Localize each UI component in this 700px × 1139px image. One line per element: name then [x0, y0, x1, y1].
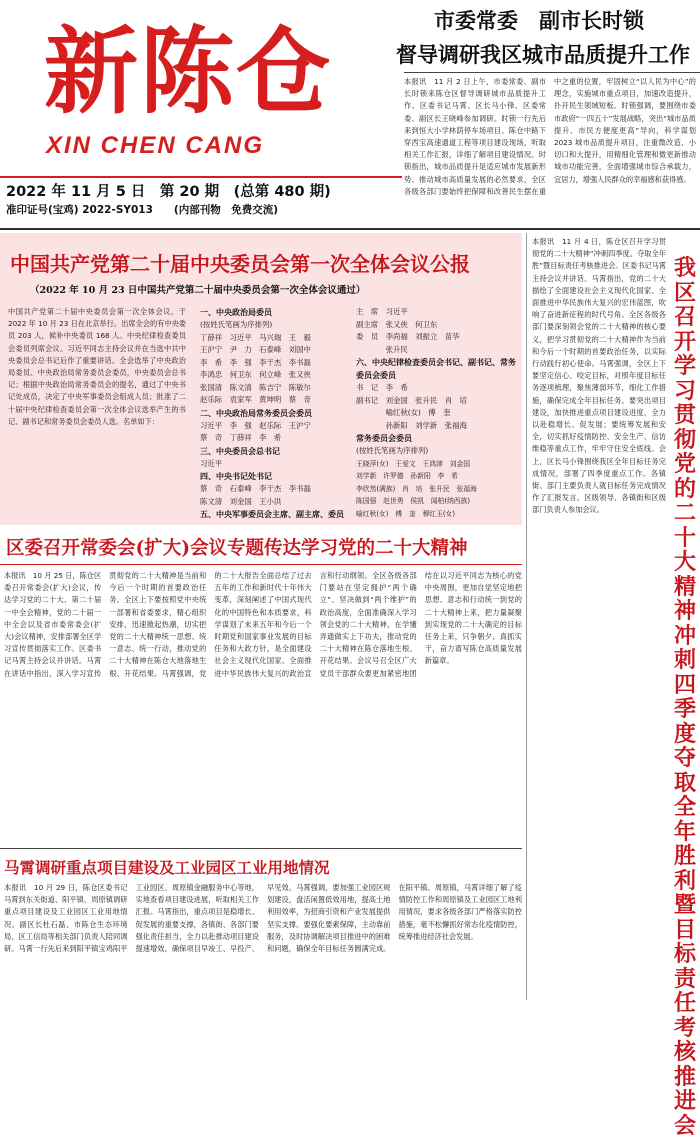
vertical-headline: 我区召开学习贯彻党的二十大精神冲刺四季度夺取全年胜利暨目标责任考核推进会: [673, 255, 696, 1139]
communique-column-right: [356, 306, 522, 520]
permit-line: 准印证号(宝鸡) 2022-SY013 (内部刊物 免费交流): [6, 204, 279, 216]
standing-committee-title: 二、中央政治局常务委员会委员: [200, 408, 312, 418]
standing-story-rule: [0, 564, 522, 565]
secretariat-names: 蔡 奇 石泰峰 李干杰 李书磊 陈文清 刘金国 王小洪: [200, 484, 311, 506]
section-divider: [0, 228, 700, 230]
right-story-body: 本报讯 11 月 4 日，陈仓区召开学习贯彻党的二十大精神“冲刺四季度、夺取全年胜”暨目标责任考核推进会。区委书记马霄主持会议并讲话。马霄指出，党的二十大描绘了全面建设社会主义现代化国家、全面推进中华民族伟大复兴的宏伟蓝图，吹响了奋进新征程的时代号角。全区各级各部门要深刻领会党的二十大精神的核心要义，把学习贯彻党的二十大精神作为当前和今后一个时期的首要政治任务，以实际行动践行初心使命。马霄强调，全区上下要坚定信心、咬定目标，对照年度目标任务逐项梳理，聚焦薄弱环节，细化工作措施，确保完成全年目标任务。要突出项目建设，加快推进重点项目建设进度，全力以赴稳增长、促发展；要统筹发展和安全，切实抓好疫情防控、安全生产、信访维稳等重点工作，牢牢守住安全底线。会上，区长马小锋围绕我区全年目标任务完成情况，部署了四季度重点工作。各镇街、部门主要负责人就目标任务完成情况作了汇报发言。区级领导、各镇街和区级部门负责人参加会议。: [532, 237, 666, 515]
communique-title: 中国共产党第二十届中央委员会第一次全体会议公报: [10, 252, 470, 276]
discipline-standing-names: 王晓萍(女) 王爱文 王鸿津 刘金国 刘学新 许罗德 孙新阳 李 希 李欣然(满族) 肖 培 张升民 张福海 陈国强 赵世勇 侯凯 闻柏(纳西族) 喻红秋(女) 傅 奎 穆红玉(女): [356, 459, 477, 518]
standing-committee-names: 习近平 李 强 赵乐际 王沪宁 蔡 奇 丁薛祥 李 希: [200, 420, 311, 442]
discipline-standing-note: (按姓氏笔画为序排列): [356, 446, 429, 455]
investigation-body: 本报讯 10 月 29 日，陈仓区委书记马霄到东关街道、阳平镇、周原镇调研重点项目建设及工业园区工业用地情况。副区长杜石磊、市陈仓生态环境局、区工信局等相关部门负责人陪同调研。马霄一行先后来到阳平镇宝鸡阳平工业园区、周原镇金融服务中心等地，实地查看项目建设进展，听取相关工作汇报。马霄指出，重点项目是稳增长、促发展的重要支撑，各镇街、各部门要强化责任担当，全力以赴推动项目建设提速增效，确保项目早竣工、早投产、早见效。马霄强调，要加强工业园区规划建设，盘活闲置低效用地，提高土地利用效率，为招商引资和产业发展提供坚实支撑。要强化要素保障，主动靠前服务，及时协调解决项目推进中的困难和问题，确保全年目标任务圆满完成。在阳平镇、周原镇，马霄详细了解了疫情防控工作和周原镇及工业园区工地利用情况，要求各级各部门严格落实防控措施，毫不松懈抓好常态化疫情防控，统筹推进经济社会发展。: [4, 883, 522, 954]
communique-intro: 中国共产党第二十届中央委员会第一次全体会议，于 2022 年 10 月 23 日在北京举行。出席全会的有中央委员 203 人，候补中央委员 168 人。中央纪律检查委员会委员列席会议。习近平同志主持会议并在当选中共中央委员会总书记后作了重要讲话。全会选举了中央政治局委员、中央政治局常务委员会委员，中央委员会总书记；根据中央政治局常务委员会的提名，通过了中央书记处成员，决定了中央军事委员会组成人员；批准了二十届中央纪律检查委员会第一次全体会议选举产生的书记、副书记和常务委员会委员人选。名单如下：: [8, 307, 186, 426]
general-secretary-title: 三、中央委员会总书记: [200, 446, 280, 456]
discipline-names: 书 记 李 希 副书记 刘金国 张升民 肖 培 喻红秋(女) 傅 奎 孙新阳 刘学新 张福海: [356, 383, 467, 430]
general-secretary-names: 习近平: [200, 458, 223, 468]
masthead-rule: [0, 176, 402, 178]
issue-line: 2022 年 11 月 5 日 第 20 期 (总第 480 期): [6, 184, 331, 200]
politburo-title: 一、中央政治局委员: [200, 308, 272, 317]
communique-subtitle: （2022 年 10 月 23 日中国共产党第二十届中央委员会第一次全体会议通过）: [30, 285, 366, 296]
secretariat-title: 四、中央书记处书记: [200, 472, 272, 481]
investigation-headline: 马霄调研重点项目建设及工业园区工业用地情况: [4, 858, 330, 877]
discipline-title: 六、中央纪律检查委员会书记、副书记、常务委员会委员: [356, 358, 516, 380]
politburo-names: 丁薛祥 习近平 马兴瑞 王 毅 王沪宁 尹 力 石泰峰 刘国中 李 希 李 强 李干杰 李书磊 李鸿忠 何卫东 何立峰 张又侠 张国清 陈文清 陈吉宁 陈敏尔 赵乐际 袁家军 黄坤明 蔡 奇: [200, 332, 311, 404]
top-headline-line1: 市委常委 副市长时锁: [434, 8, 644, 33]
cmc-names: 主 席 习近平 副主席 张又侠 何卫东 委 员 李尚福 刘振立 苗华 张升民: [356, 307, 460, 354]
top-story-body: 本报讯 11 月 2 日上午，市委常委、副市长时锁来陈仓区督导调研城市品质提升工作。区委书记马霄、区长马小锋、区委常委、副区长王晓峰参加调研。时锁一行先后来到恒大小学林荫停车场项目、陈仓中路下穿西宝高速通道工程等项目建设现场，听取相关工作汇报，详细了解项目建设情况。时锁指出，城市品质提升是适应城市发展新形势、推动城市高质量发展的必然要求，全区各级各部门要始终把保障和改善民生摆在重中之重的位置，牢固树立“以人民为中心”的理念，实施城市重点项目，加速改造提升，扑开民生领域短板。时锁强调，要围绕市委市政府“一四五十”发展战略，突出“城市品质提升、市民方便度更高”导向，科学谋划 2023 城市品质提升项目，注重微改造、小切口和大提升，用精细化管理和微更新推动城市功能完善，全面增强城市综合承载力，宜居力，增强人民群众的幸福感和获得感。: [404, 77, 696, 196]
top-story-rule: [404, 72, 700, 73]
standing-story-body: 本报讯 10 月 25 日，陈仓区委召开常委会(扩大)会议，传达学习党的二十大、第二十届一中全会精神，党的二十届一中全会以及省市委常委会(扩大)会议精神，安排部署全区学习宣传贯彻落实工作。区委书记马霄主持会议并讲话。马霄在讲话中指出，深入学习宣传贯彻党的二十大精神是当前和今后一个时期的首要政治任务。全区上下要按照党中央统一部署和省委要求，精心组织安排，迅速掀起热潮，切实把党的二十大精神统一思想、统一意志、统一行动，推动党的二十大精神在陈仓大地落地生根、开花结果。马霄强调，党的二十大报告全面总结了过去五年的工作和新时代十年伟大变革，深刻阐述了中国式现代化的中国特色和本质要求，科学谋划了未来五年和今后一个时期党和国家事业发展的目标任务和大政方针，是全面建设社会主义现代化国家、全面推进中华民族伟大复兴的政治宣言和行动纲领。全区各级各部门要站在坚定拥护“两个确立”、坚决做到“两个维护”的政治高度，全面准确深入学习领会党的二十大精神，在学懂弄通做实上下功夫，推动党的二十大精神在陈仓落地生根、开花结果。会议号召全区广大党员干部群众要更加紧密地团结在以习近平同志为核心的党中央周围，更加自觉坚定地把思想、意志和行动统一到党的二十大精神上来，把力量凝聚到实现党的二十大确定的目标任务上来，只争朝夕、真抓实干，奋力谱写陈仓高质量发展新篇章。: [4, 571, 522, 678]
cmc-title: 五、中央军事委员会主席、副主席、委员: [200, 510, 344, 519]
discipline-standing-title: 常务委员会委员: [356, 434, 412, 443]
politburo-note: (按姓氏笔画为序排列): [200, 320, 273, 329]
communique-column-middle: [200, 306, 350, 521]
top-headline-line2: 督导调研我区城市品质提升工作: [396, 42, 690, 67]
standing-story-headline: 区委召开常委会(扩大)会议专题传达学习党的二十大精神: [6, 538, 468, 559]
right-column-divider: [526, 233, 527, 1000]
masthead-title: 新陈仓: [44, 17, 333, 127]
masthead-pinyin: XIN CHEN CANG: [46, 132, 265, 159]
investigation-rule: [0, 848, 522, 849]
